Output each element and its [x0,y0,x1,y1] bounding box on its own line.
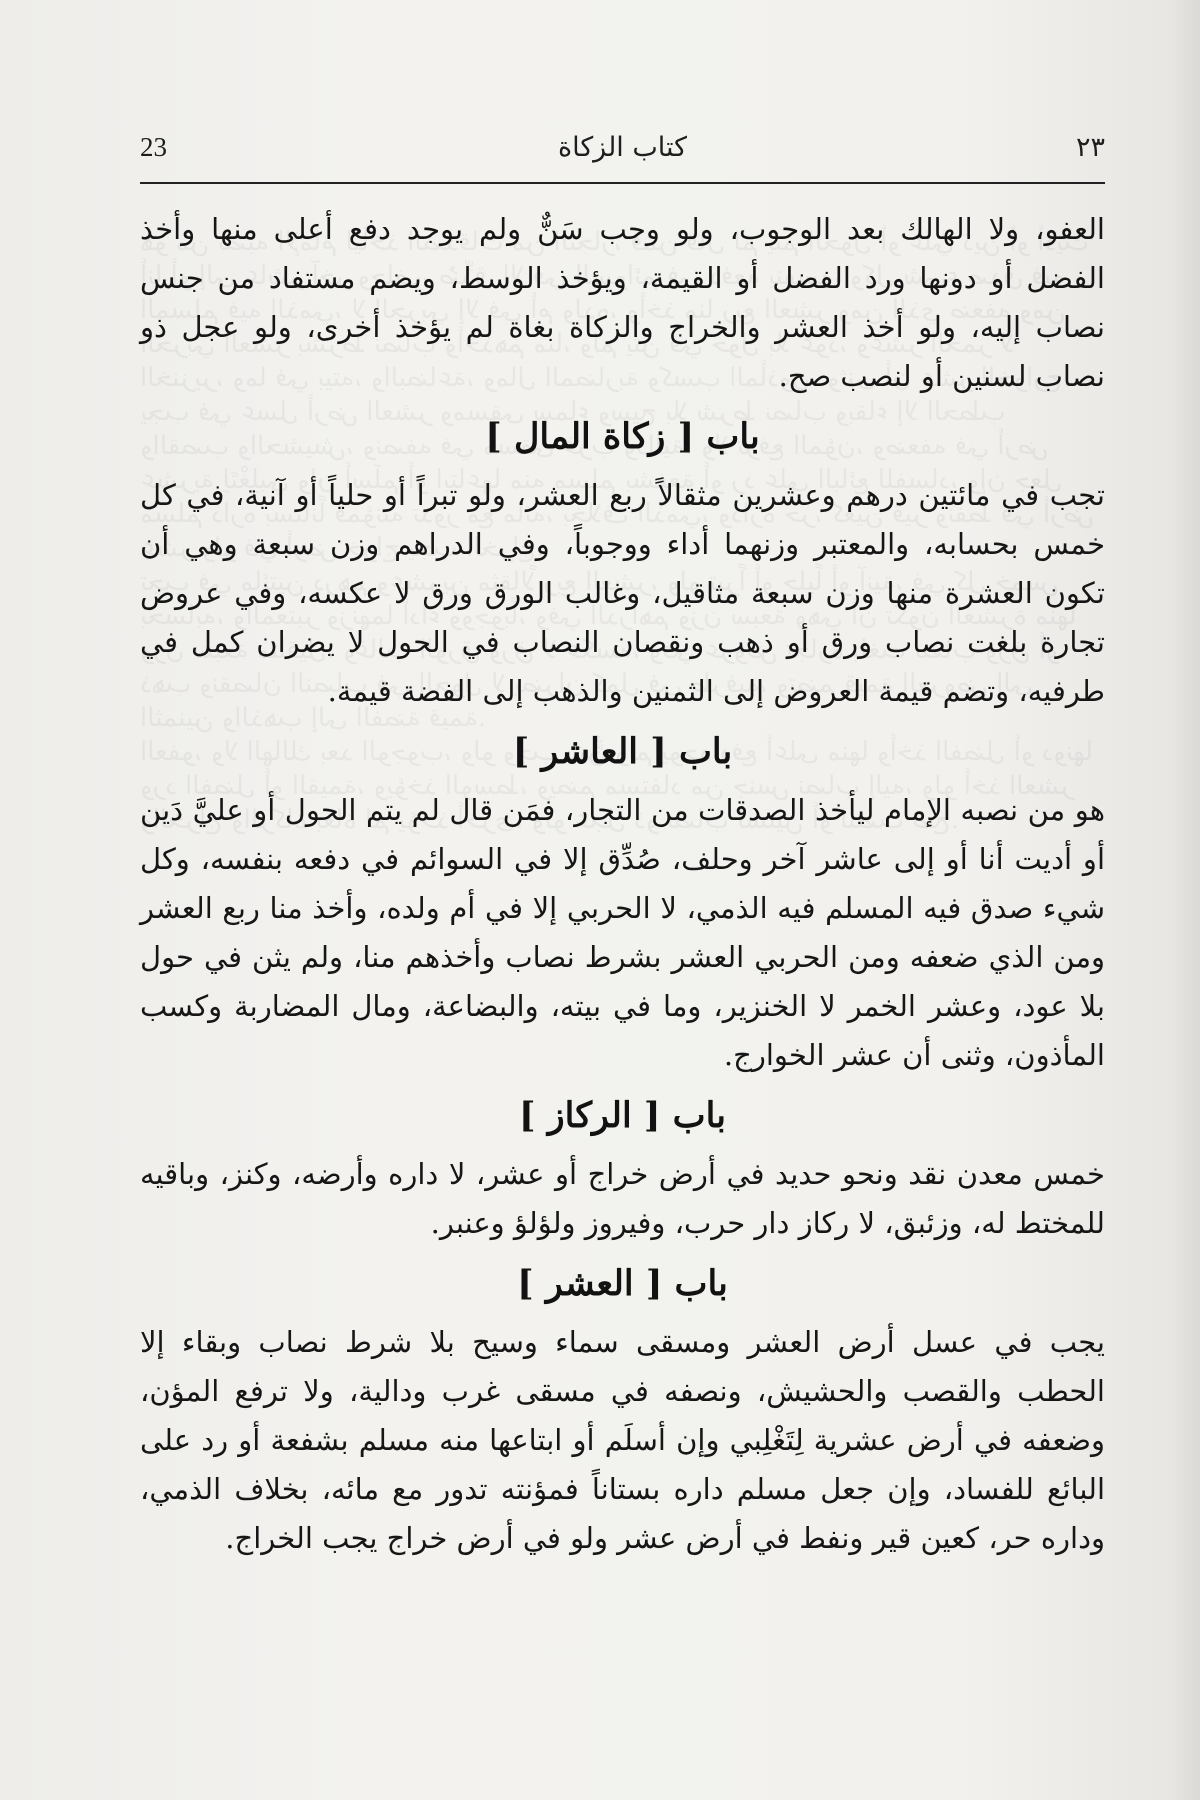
section-paragraph-zakat-al-mal: تجب في مائتين درهم وعشرين مثقالاً ربع العشر، ولو تبراً أو حلياً أو آنية، في كل خمس بحسابه، والمعتبر وزنهما أداء ووجوباً، وفي الدراهم وزن سبعة وهي أن تكون العشرة منها وزن سبعة مثاقيل، وغالب الورق ورق لا عكسه، وفي عروض تجارة بلغت نصاب ورق أو ذهب ونقصان النصاب في الحول لا يضران كمل في طرفيه، وتضم قيمة العروض إلى الثمنين والذهب إلى الفضة قيمة. [140,478,1105,708]
page-number-arabic: ٢٣ [1075,132,1105,163]
section-heading-al-ushr: باب [ العشر ] [517,1263,728,1304]
section-heading-zakat-al-mal: باب [ زكاة المال ] [485,416,760,457]
section-paragraph-al-ushr: يجب في عسل أرض العشر ومسقى سماء وسيح بلا شرط نصاب وبقاء إلا الحطب والقصب والحشيش، ونصفه في مسقى غرب ودالية، ولا ترفع المؤن، وضعفه في أرض عشرية لِتَغْلِبي وإن أسلَم أو ابتاعها منه مسلم بشفعة أو رد على البائع للفساد، وإن جعل مسلم داره بستاناً فمؤنته تدور مع مائه، بخلاف الذمي، وداره حر، كعين قير ونفط في أرض عشر ولو في أرض خراج يجب الخراج. [140,1325,1105,1555]
page-body [140,205,1105,1563]
page-number-latin: 23 [140,132,167,162]
page-edge-shadow [1170,0,1200,1800]
section-paragraph-al-ashir: هو من نصبه الإمام ليأخذ الصدقات من التجار، فمَن قال لم يتم الحول أو عليَّ دَين أو أديت أنا أو إلى عاشر آخر وحلف، صُدِّق إلا في السوائم في دفعه بنفسه، وكل شيء صدق فيه المسلم فيه الذمي، لا الحربي إلا في أم ولده، وأخذ منا ربع العشر ومن الذي ضعفه ومن الحربي العشر بشرط نصاب وأخذهم منا، ولم يثن في حول بلا عود، وعشر الخمر لا الخنزير، وما في بيته، والبضاعة، ومال المضاربة وكسب المأذون، وثنى أن عشر الخوارج. [140,793,1105,1072]
section-heading-al-ashir: باب [ العاشر ] [512,731,733,772]
continued-paragraph: العفو، ولا الهالك بعد الوجوب، ولو وجب سَنٌّ ولم يوجد دفع أعلى منها وأخذ الفضل أو دونها ورد الفضل أو القيمة، ويؤخذ الوسط، ويضم مستفاد من جنس نصاب إليه، ولو أخذ العشر والخراج والزكاة بغاة لم يؤخذ أخرى، ولو عجل ذو نصاب لسنين أو لنصب صح. [140,212,1105,393]
section-heading-al-rikaz: باب [ الركاز ] [519,1095,726,1136]
section-paragraph-al-rikaz: خمس معدن نقد ونحو حديد في أرض خراج أو عشر، لا داره وأرضه، وكنز، وباقيه للمختط له، وزئبق، لا ركاز دار حرب، وفيروز ولؤلؤ وعنبر. [140,1157,1105,1240]
header-rule [140,182,1105,184]
running-title: كتاب الزكاة [557,132,688,163]
page-header [140,132,1105,172]
